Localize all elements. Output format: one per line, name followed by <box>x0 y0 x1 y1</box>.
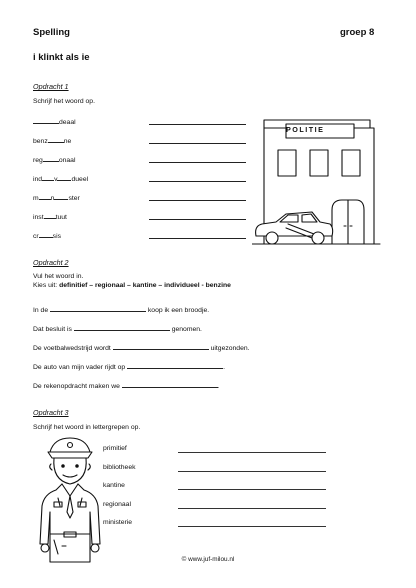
word-part: ster <box>68 195 80 202</box>
word-part: benz <box>33 138 48 145</box>
sentence-before: De auto van mijn vader rijdt op <box>33 364 128 371</box>
word-fill-item <box>33 117 76 126</box>
word-part: v <box>54 176 58 183</box>
police-sign-text: POLITIE <box>286 125 325 134</box>
syllable-answer-line[interactable] <box>178 471 326 472</box>
word-fill-item <box>33 174 88 183</box>
sentence-before: In de <box>33 307 51 314</box>
word-fill-item <box>33 155 75 164</box>
opdracht2-instruction: Vul het woord in. <box>33 273 84 280</box>
word-fill-item <box>33 231 61 240</box>
word-fill-item <box>33 193 80 202</box>
letter-blank[interactable] <box>48 136 64 143</box>
syllable-word: ministerie <box>103 519 133 526</box>
choose-words: definitief – regionaal – kantine – individueel - benzine <box>59 282 231 289</box>
sentence-after: . <box>217 383 220 390</box>
syllable-answer-line[interactable] <box>178 526 326 527</box>
letter-blank[interactable] <box>43 155 59 162</box>
word-part: reg <box>33 157 43 164</box>
sentence-blank[interactable] <box>127 362 223 369</box>
syllable-answer-line[interactable] <box>178 508 326 509</box>
letter-blank[interactable] <box>54 193 68 200</box>
opdracht2-choose <box>33 282 231 289</box>
police-station-illustration <box>252 118 382 248</box>
word-part: ne <box>63 138 72 145</box>
sentence-after: uitgezonden. <box>208 345 250 352</box>
fill-sentence <box>33 362 225 371</box>
word-part: cr <box>33 233 39 240</box>
page-group: groep 8 <box>340 27 375 38</box>
answer-line[interactable] <box>149 181 246 182</box>
police-officer-illustration <box>34 436 106 564</box>
footer-credit: © www.juf-milou.nl <box>181 556 235 563</box>
page-topic: i klinkt als ie <box>33 52 90 63</box>
letter-blank[interactable] <box>33 117 59 124</box>
sentence-blank[interactable] <box>74 324 170 331</box>
choose-prefix: Kies uit: <box>33 282 60 289</box>
word-part: n <box>50 195 55 202</box>
opdracht3-instruction: Schrijf het woord in lettergrepen op. <box>33 424 141 431</box>
answer-line[interactable] <box>149 238 246 239</box>
page-subject: Spelling <box>33 27 70 38</box>
syllable-word: primitief <box>103 445 127 452</box>
word-fill-item <box>33 212 67 221</box>
opdracht1-title: Opdracht 1 <box>33 82 69 91</box>
word-part: m <box>33 195 39 202</box>
answer-line[interactable] <box>149 143 246 144</box>
sentence-before: De voetbalwedstrijd wordt <box>33 345 113 352</box>
letter-blank[interactable] <box>44 212 56 219</box>
word-part: onaal <box>58 157 76 164</box>
answer-line[interactable] <box>149 162 246 163</box>
answer-line[interactable] <box>149 219 246 220</box>
syllable-answer-line[interactable] <box>178 452 326 453</box>
answer-line[interactable] <box>149 200 246 201</box>
word-part: sis <box>52 233 61 240</box>
sentence-blank[interactable] <box>122 381 218 388</box>
word-part: ind <box>33 176 43 183</box>
fill-sentence <box>33 305 209 314</box>
fill-sentence <box>33 381 220 390</box>
sentence-after: genomen. <box>169 326 202 333</box>
letter-blank[interactable] <box>39 231 53 238</box>
word-part: dueel <box>71 176 89 183</box>
sentence-blank[interactable] <box>50 305 146 312</box>
sentence-before: Dat besluit is <box>33 326 74 333</box>
word-fill-item <box>33 136 71 145</box>
letter-blank[interactable] <box>39 193 51 200</box>
word-part: inst <box>33 214 44 221</box>
letter-blank[interactable] <box>57 174 71 181</box>
sentence-before: De rekenopdracht maken we <box>33 383 122 390</box>
sentence-blank[interactable] <box>113 343 209 350</box>
letter-blank[interactable] <box>42 174 54 181</box>
opdracht2-title: Opdracht 2 <box>33 258 69 267</box>
fill-sentence <box>33 343 250 352</box>
word-part: deaal <box>59 119 76 126</box>
syllable-answer-line[interactable] <box>178 489 326 490</box>
answer-line[interactable] <box>149 124 246 125</box>
opdracht1-instruction: Schrijf het woord op. <box>33 98 95 105</box>
word-part: tuut <box>55 214 67 221</box>
sentence-after: . <box>223 364 225 371</box>
syllable-word: bibliotheek <box>103 463 136 471</box>
sentence-after: koop ik een broodje. <box>146 307 210 314</box>
syllable-word: regionaal <box>103 500 131 508</box>
opdracht3-title: Opdracht 3 <box>33 408 69 417</box>
syllable-word: kantine <box>103 482 125 489</box>
fill-sentence <box>33 324 202 333</box>
